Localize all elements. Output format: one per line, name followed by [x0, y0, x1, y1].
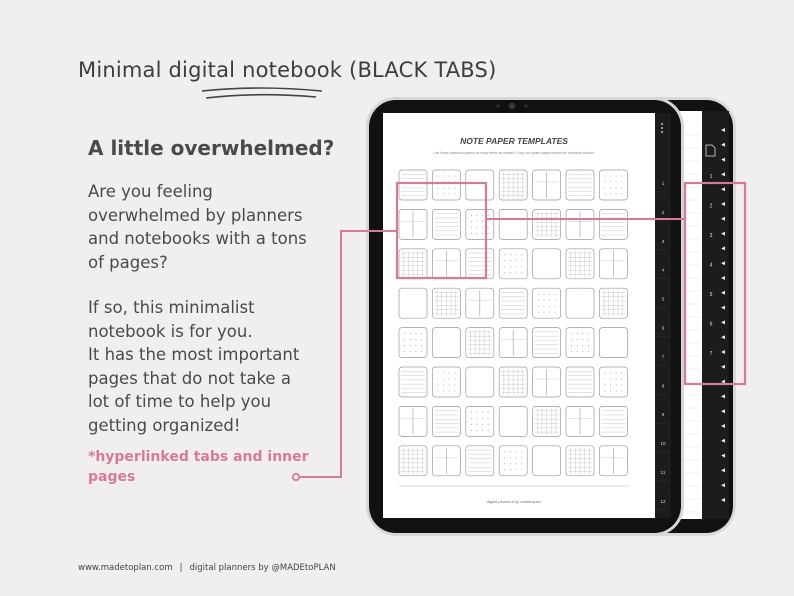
paper-template-thumb[interactable] — [432, 367, 460, 397]
paper-template-thumb[interactable] — [566, 209, 594, 239]
paper-template-thumb[interactable] — [533, 288, 561, 318]
paper-template-thumb[interactable] — [566, 170, 594, 200]
tab-number[interactable]: 11 — [660, 470, 666, 475]
paper-template-thumb[interactable] — [466, 367, 494, 397]
paper-template-thumb[interactable] — [499, 209, 527, 239]
text-line: If so, this minimalist — [88, 298, 255, 317]
paper-template-thumb[interactable] — [466, 288, 494, 318]
back-tab-number[interactable]: 5 — [709, 292, 713, 298]
kebab-menu-icon[interactable] — [661, 123, 663, 133]
paper-template-thumb[interactable] — [566, 249, 594, 279]
tab-number[interactable]: 12 — [660, 498, 666, 504]
paper-template-thumb[interactable] — [399, 209, 427, 239]
paper-template-thumb[interactable] — [599, 288, 627, 318]
paper-template-thumb[interactable] — [499, 328, 527, 358]
paper-template-thumb[interactable] — [533, 406, 561, 436]
paper-template-thumb[interactable] — [599, 209, 627, 239]
paper-template-thumb[interactable] — [432, 446, 460, 476]
note-line: pages — [88, 469, 136, 485]
paper-template-thumb[interactable] — [599, 446, 627, 476]
page-title: Minimal digital notebook (BLACK TABS) — [78, 58, 497, 82]
paper-template-thumb[interactable] — [399, 406, 427, 436]
tab-number[interactable]: 5 — [661, 296, 665, 302]
text-line: pages that do not take a — [88, 368, 291, 388]
back-tab-number[interactable]: 6 — [709, 321, 713, 328]
paper-template-thumb[interactable] — [566, 406, 594, 436]
paper-template-thumb[interactable] — [599, 367, 627, 397]
paper-template-thumb[interactable] — [499, 367, 527, 397]
tab-number[interactable]: 4 — [661, 267, 665, 273]
tab-number[interactable]: 6 — [661, 325, 665, 331]
paper-template-thumb[interactable] — [599, 406, 627, 436]
page-footer: digital planners by madetoplan — [486, 499, 542, 504]
back-tab-bar[interactable] — [702, 111, 729, 519]
paper-template-thumb[interactable] — [499, 288, 527, 318]
paper-template-thumb[interactable] — [533, 170, 561, 200]
note-line: *hyperlinked tabs and inner — [88, 449, 309, 465]
paper-template-thumb[interactable] — [399, 170, 427, 200]
tab-number[interactable]: 3 — [661, 238, 665, 244]
headline: A little overwhelmed? — [88, 136, 335, 160]
paper-template-thumb[interactable] — [399, 249, 427, 279]
text-line: It has the most important — [88, 345, 300, 364]
text-line: overwhelmed by planners — [88, 205, 303, 225]
back-tab-number[interactable]: 1 — [709, 174, 713, 180]
paper-template-thumb[interactable] — [499, 406, 527, 436]
paper-template-thumb[interactable] — [432, 209, 460, 239]
back-tab-number[interactable]: 2 — [709, 203, 713, 210]
connector-dot — [293, 474, 299, 480]
paper-template-thumb[interactable] — [533, 249, 561, 279]
paper-template-thumb[interactable] — [432, 170, 460, 200]
tab-number[interactable]: 10 — [660, 441, 666, 447]
text-line: Are you feeling — [88, 182, 213, 201]
footer-credit: digital planners by @MADEtoPLAN — [189, 563, 336, 573]
paper-template-thumb[interactable] — [533, 328, 561, 358]
paper-template-thumb[interactable] — [599, 249, 627, 279]
paper-template-thumb[interactable] — [533, 367, 561, 397]
paper-template-thumb[interactable] — [566, 328, 594, 358]
tab-number[interactable]: 1 — [661, 181, 665, 186]
camera-icon — [509, 103, 515, 109]
paper-template-thumb[interactable] — [566, 288, 594, 318]
paper-template-thumb[interactable] — [466, 446, 494, 476]
page-heading: NOTE PAPER TEMPLATES — [460, 136, 568, 146]
paper-template-thumb[interactable] — [466, 170, 494, 200]
tab-number[interactable]: 2 — [661, 209, 665, 215]
tab-number[interactable]: 8 — [661, 383, 665, 389]
footer-separator: | — [179, 563, 183, 573]
footer-website[interactable]: www.madetoplan.com — [78, 563, 173, 573]
paper-template-thumb[interactable] — [432, 249, 460, 279]
paper-template-thumb[interactable] — [499, 446, 527, 476]
back-tab-number[interactable]: 7 — [709, 351, 713, 357]
tab-number[interactable]: 7 — [661, 354, 665, 360]
paper-template-thumb[interactable] — [432, 406, 460, 436]
tab-bar[interactable] — [655, 113, 671, 518]
paper-template-thumb[interactable] — [466, 249, 494, 279]
paper-template-thumb[interactable] — [399, 288, 427, 318]
paper-template-thumb[interactable] — [399, 328, 427, 358]
paper-template-thumb[interactable] — [432, 328, 460, 358]
paper-template-thumb[interactable] — [566, 446, 594, 476]
text-line: and notebooks with a tons — [88, 229, 307, 248]
paper-template-thumb[interactable] — [499, 249, 527, 279]
back-tab-number[interactable]: 4 — [709, 262, 713, 269]
paper-template-thumb[interactable] — [533, 209, 561, 239]
paper-template-thumb[interactable] — [399, 446, 427, 476]
paper-template-thumb[interactable] — [466, 209, 494, 239]
paper-template-thumb[interactable] — [466, 406, 494, 436]
paper-template-thumb[interactable] — [566, 367, 594, 397]
paper-template-thumb[interactable] — [599, 170, 627, 200]
text-line: lot of time to help you — [88, 392, 272, 411]
text-line: notebook is for you. — [88, 321, 253, 341]
page-subheading: Use these notebook papers as many times as needed. Copy and paste pages behind the notebook section. — [433, 151, 595, 155]
paper-template-thumb[interactable] — [499, 170, 527, 200]
paper-template-thumb[interactable] — [399, 367, 427, 397]
front-tablet — [366, 97, 684, 536]
tab-number[interactable]: 9 — [661, 412, 665, 418]
paper-template-thumb[interactable] — [599, 328, 627, 358]
paper-template-thumb[interactable] — [466, 328, 494, 358]
paper-template-thumb[interactable] — [432, 288, 460, 318]
paper-template-thumb[interactable] — [533, 446, 561, 476]
text-line: getting organized! — [88, 415, 241, 435]
back-tab-number[interactable]: 3 — [709, 233, 713, 239]
text-line: of pages? — [88, 252, 168, 272]
